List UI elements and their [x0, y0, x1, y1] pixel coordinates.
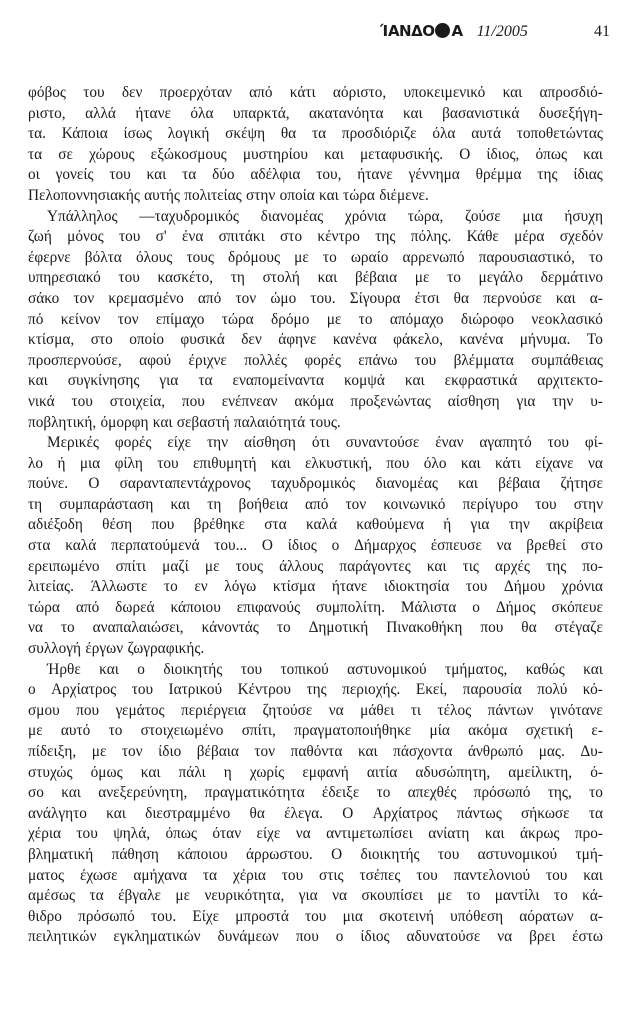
text-line: υπηρεσιακό του κασκέτο, τη στολή και βέβαια με το μεγάλο δερμάτινο — [28, 269, 603, 287]
text-line: και συγκίνησης για τα εναπομείναντα κομψά και εκφραστικά αρχιτεκτο- — [28, 372, 603, 390]
text-line: θιδρο πρόσωπό του. Είχε μπροστά του μια σκοτεινή υπόθεση αόρατων α- — [28, 907, 603, 925]
text-line: Μερικές φορές είχε την αίσθηση ότι συναντούσε έναν αγαπητό του φί- — [47, 434, 603, 452]
text-line: βληματική πάθηση κάποιου άρρωστου. Ο διοικητής του αστυνομικού τμή- — [28, 845, 603, 863]
text-line: λο ή μια φίλη του επιθυμητή και ελκυστική, που όλο και κάτι είχανε να — [28, 454, 603, 472]
page-number: 41 — [594, 23, 610, 40]
text-line: λιτείας. Άλλωστε το εν λόγω κτίσμα ήτανε ιδιοκτησία του Δήμου χρόνια — [28, 578, 603, 596]
text-line: σάκο τον κρεμασμένο από τον ώμο του. Σίγουρα έτσι θα περνούσε και α- — [28, 289, 603, 307]
text-line: πίδειξη, με τον ίδιο βέβαια τον παθόντα και πάσχοντα άνθρωπό μας. Δυ- — [28, 743, 603, 760]
text-line: Ήρθε και ο διοικητής του τοπικού αστυνομικού τμήματος, καθώς και — [47, 660, 603, 678]
text-line: πούνε. Ο σαρανταπεντάχρονος ταχυδρομικός διανομέας και βέβαια ζήτησε — [28, 475, 603, 493]
magazine-logo — [380, 22, 463, 40]
text-line: τώρα από δωρεά κάποιου επιφανούς συμπολίτη. Μάλιστα ο Δήμος σκόπευε — [28, 598, 603, 616]
text-line: με αυτό το στοιχειωμένο σπίτι, πραγματοποιήθηκε μία ακόμα σχετική ε- — [28, 722, 603, 740]
text-line: προσπερνούσε, αφού έριχνε πολλές φορές επάνω του βλέμματα συμπάθειας — [28, 351, 603, 369]
text-line: Πελοποννησιακής αυτής πολιτείας στην οποία και τώρα διέμενε. — [28, 186, 429, 204]
text-line: σμου που γεμάτος περιέργεια ζητούσε να μάθει τι τέλος πάντων γινότανε — [28, 701, 603, 719]
text-line: τα σε χώρους εξώκοσμους μυστηρίου και μεταφυσικής. Ο ίδιος, όπως και — [28, 145, 603, 163]
text-line: σο και ανεξερεύνητη, πραγματικότητα έδειξε το απεχθές πρόσωπό της, το — [28, 784, 603, 802]
text-line: αμέσως τα έβγαλε με νευρικότητα, για να σκουπίσει με το μαντίλι το κά- — [28, 887, 603, 905]
article-body — [28, 83, 603, 948]
text-line: ερειπωμένο σπίτι μαζί με τους άλλους παράγοντες και τις αρχές της πο- — [28, 557, 603, 575]
text-line: ζωή μόνος του σ' ένα σπιτάκι στο κέντρο της πόλης. Κάθε μέρα σχεδόν — [28, 228, 603, 246]
text-line: πό κείνον τον επίμαχο τώρα δρόμο με το απόμαχο διώροφο νεοκλασικό — [28, 310, 603, 328]
text-line: έφερνε βόλτα όλους τους δρόμους με το ωραίο αρρενωπό παρουσιαστικό, το — [28, 248, 603, 266]
text-line: ριστο, αλλά ήτανε όλα υπαρκτά, ακατανόητα και βασανιστικά δυσεξήγη- — [28, 104, 603, 122]
logo-suffix: Α — [451, 22, 463, 40]
text-line: Υπάλληλος —ταχυδρομικός διανομέας χρόνια τώρα, ζούσε μια ήσυχη — [47, 207, 603, 225]
logo-text: ΊΑΝΔΟ — [380, 22, 435, 40]
text-line: στυχώς όμως και πάλι η χωρίς εμφανή αιτία αδυσώπητη, αμείλικτη, ό- — [28, 763, 603, 781]
text-line: τη συμπαράσταση και τη βοήθεια από τον κοινωνικό περίγυρο του στην — [28, 495, 603, 513]
text-line: ποβλητική, όμορφη και σεβαστή παλαιότητά τους. — [28, 413, 341, 431]
logo-mark-icon — [435, 23, 450, 38]
text-line: να το αναπαλαιώσει, κάνοντάς το Δημοτική Πινακοθήκη που θα στέγαζε — [28, 619, 603, 637]
text-line: ματος έχωσε αμήχανα τα χέρια του στις τσέπες του παντελονιού του και — [28, 866, 603, 884]
text-line: χέρια του ψηλά, όπως όταν είχε να αντιμετωπίσει ανίατη και άκρως προ- — [28, 825, 603, 843]
issue-number: 11/2005 — [476, 23, 528, 40]
text-line: φόβος του δεν προερχόταν από κάτι αόριστο, υποκειμενικό και απροσδιό- — [28, 84, 603, 101]
running-head — [380, 22, 610, 44]
text-line: πειλητικών εγκληματικών δυνάμεων που ο ίδιος αδυνατούσε να βρει έστω — [28, 928, 603, 946]
text-line: ο Αρχίατρος του Ιατρικού Κέντρου της περιοχής. Εκεί, παρουσία πολύ κό- — [28, 681, 603, 699]
text-line: αδιέξοδη θέση που βρέθηκε στα καλά καθούμενα ή για την ακρίβεια — [28, 516, 603, 534]
text-line: ανάλγητο και διεστραμμένο θα έλεγα. Ο Αρχίατρος πάντως σήκωσε τα — [28, 804, 603, 822]
text-line: συλλογή έργων ζωγραφικής. — [28, 640, 205, 658]
text-line: τα. Κάποια ίσως λογική σκέψη θα τα προσδιόριζε όλα αυτά τοποθετώντας — [28, 125, 603, 143]
text-line: νικά του στοιχεία, που ενέπνεαν ακόμα προξενώντας αίσθηση για την υ- — [28, 392, 603, 410]
text-line: οι γονείς του και τα δύο αδέλφια του, ήτανε γέννημα θρέμμα της ίδιας — [28, 166, 603, 184]
text-line: κτίσμα, στο οποίο φυσικά δεν άφηνε κανένα φάκελο, κανένα μήνυμα. Το — [28, 331, 603, 349]
text-line: στα καλά περπατούμενά του... Ο ίδιος ο Δήμαρχος έσπευσε να βρεθεί στο — [28, 537, 603, 555]
